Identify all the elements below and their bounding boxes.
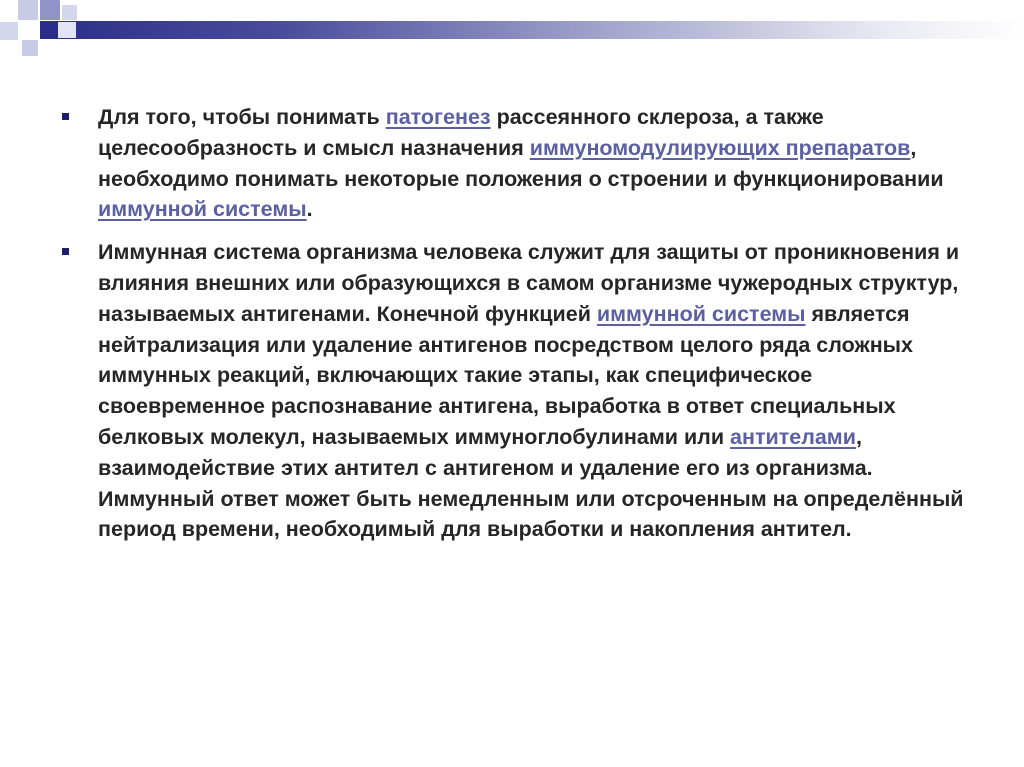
text-segment: Иммунная система организма человека служит для защиты от проникновения и влияния внешних или образующихся в самом организме чужеродных структур, называемых антигенами. Конечной функцией	[98, 240, 960, 326]
decor-square	[62, 5, 77, 20]
text-segment: Для того, чтобы понимать	[98, 105, 386, 129]
text-segment: .	[306, 197, 313, 222]
square-bullet-icon	[62, 248, 69, 255]
link-antibodies[interactable]: антителами	[730, 424, 856, 449]
link-immunomodulators[interactable]: иммуномодулирующих препаратов	[529, 135, 911, 160]
decor-square	[0, 22, 18, 40]
link-pathogenesis[interactable]: патогенез	[385, 105, 491, 129]
link-immune-system[interactable]: иммунной системы	[98, 197, 307, 222]
decor-square	[40, 21, 58, 39]
link-immune-system[interactable]: иммунной системы	[596, 301, 806, 326]
bullet-item	[58, 237, 968, 545]
decor-square	[58, 22, 76, 38]
text-segment: , взаимодействие этих антител с антигеном и удаление его из организма. Иммунный ответ может быть немедленным или отсроченным на определённый период времени, необходимый для выработки и накопления антител.	[98, 424, 964, 542]
bullet-list	[58, 102, 968, 557]
text-segment: является нейтрализация или удаление антигенов посредством целого ряда сложных иммунных реакций, включающих такие этапы, как специфическое своевременное распознавание антигена, выработка в ответ специальных белковых молекул, называемых иммуноглобулинами или	[98, 301, 913, 449]
bullet-text	[98, 240, 964, 541]
decor-square	[22, 40, 38, 56]
bullet-item	[58, 102, 968, 225]
bullet-text	[98, 105, 944, 221]
header-gradient-bar	[40, 21, 1024, 39]
text-segment: рассеянного склероза, а также целесообразность и смысл назначения	[98, 105, 824, 160]
text-segment: , необходимо понимать некоторые положения о строении и функционировании	[98, 135, 944, 191]
square-bullet-icon	[62, 113, 69, 120]
decor-square	[18, 0, 38, 20]
decor-square	[40, 0, 60, 20]
